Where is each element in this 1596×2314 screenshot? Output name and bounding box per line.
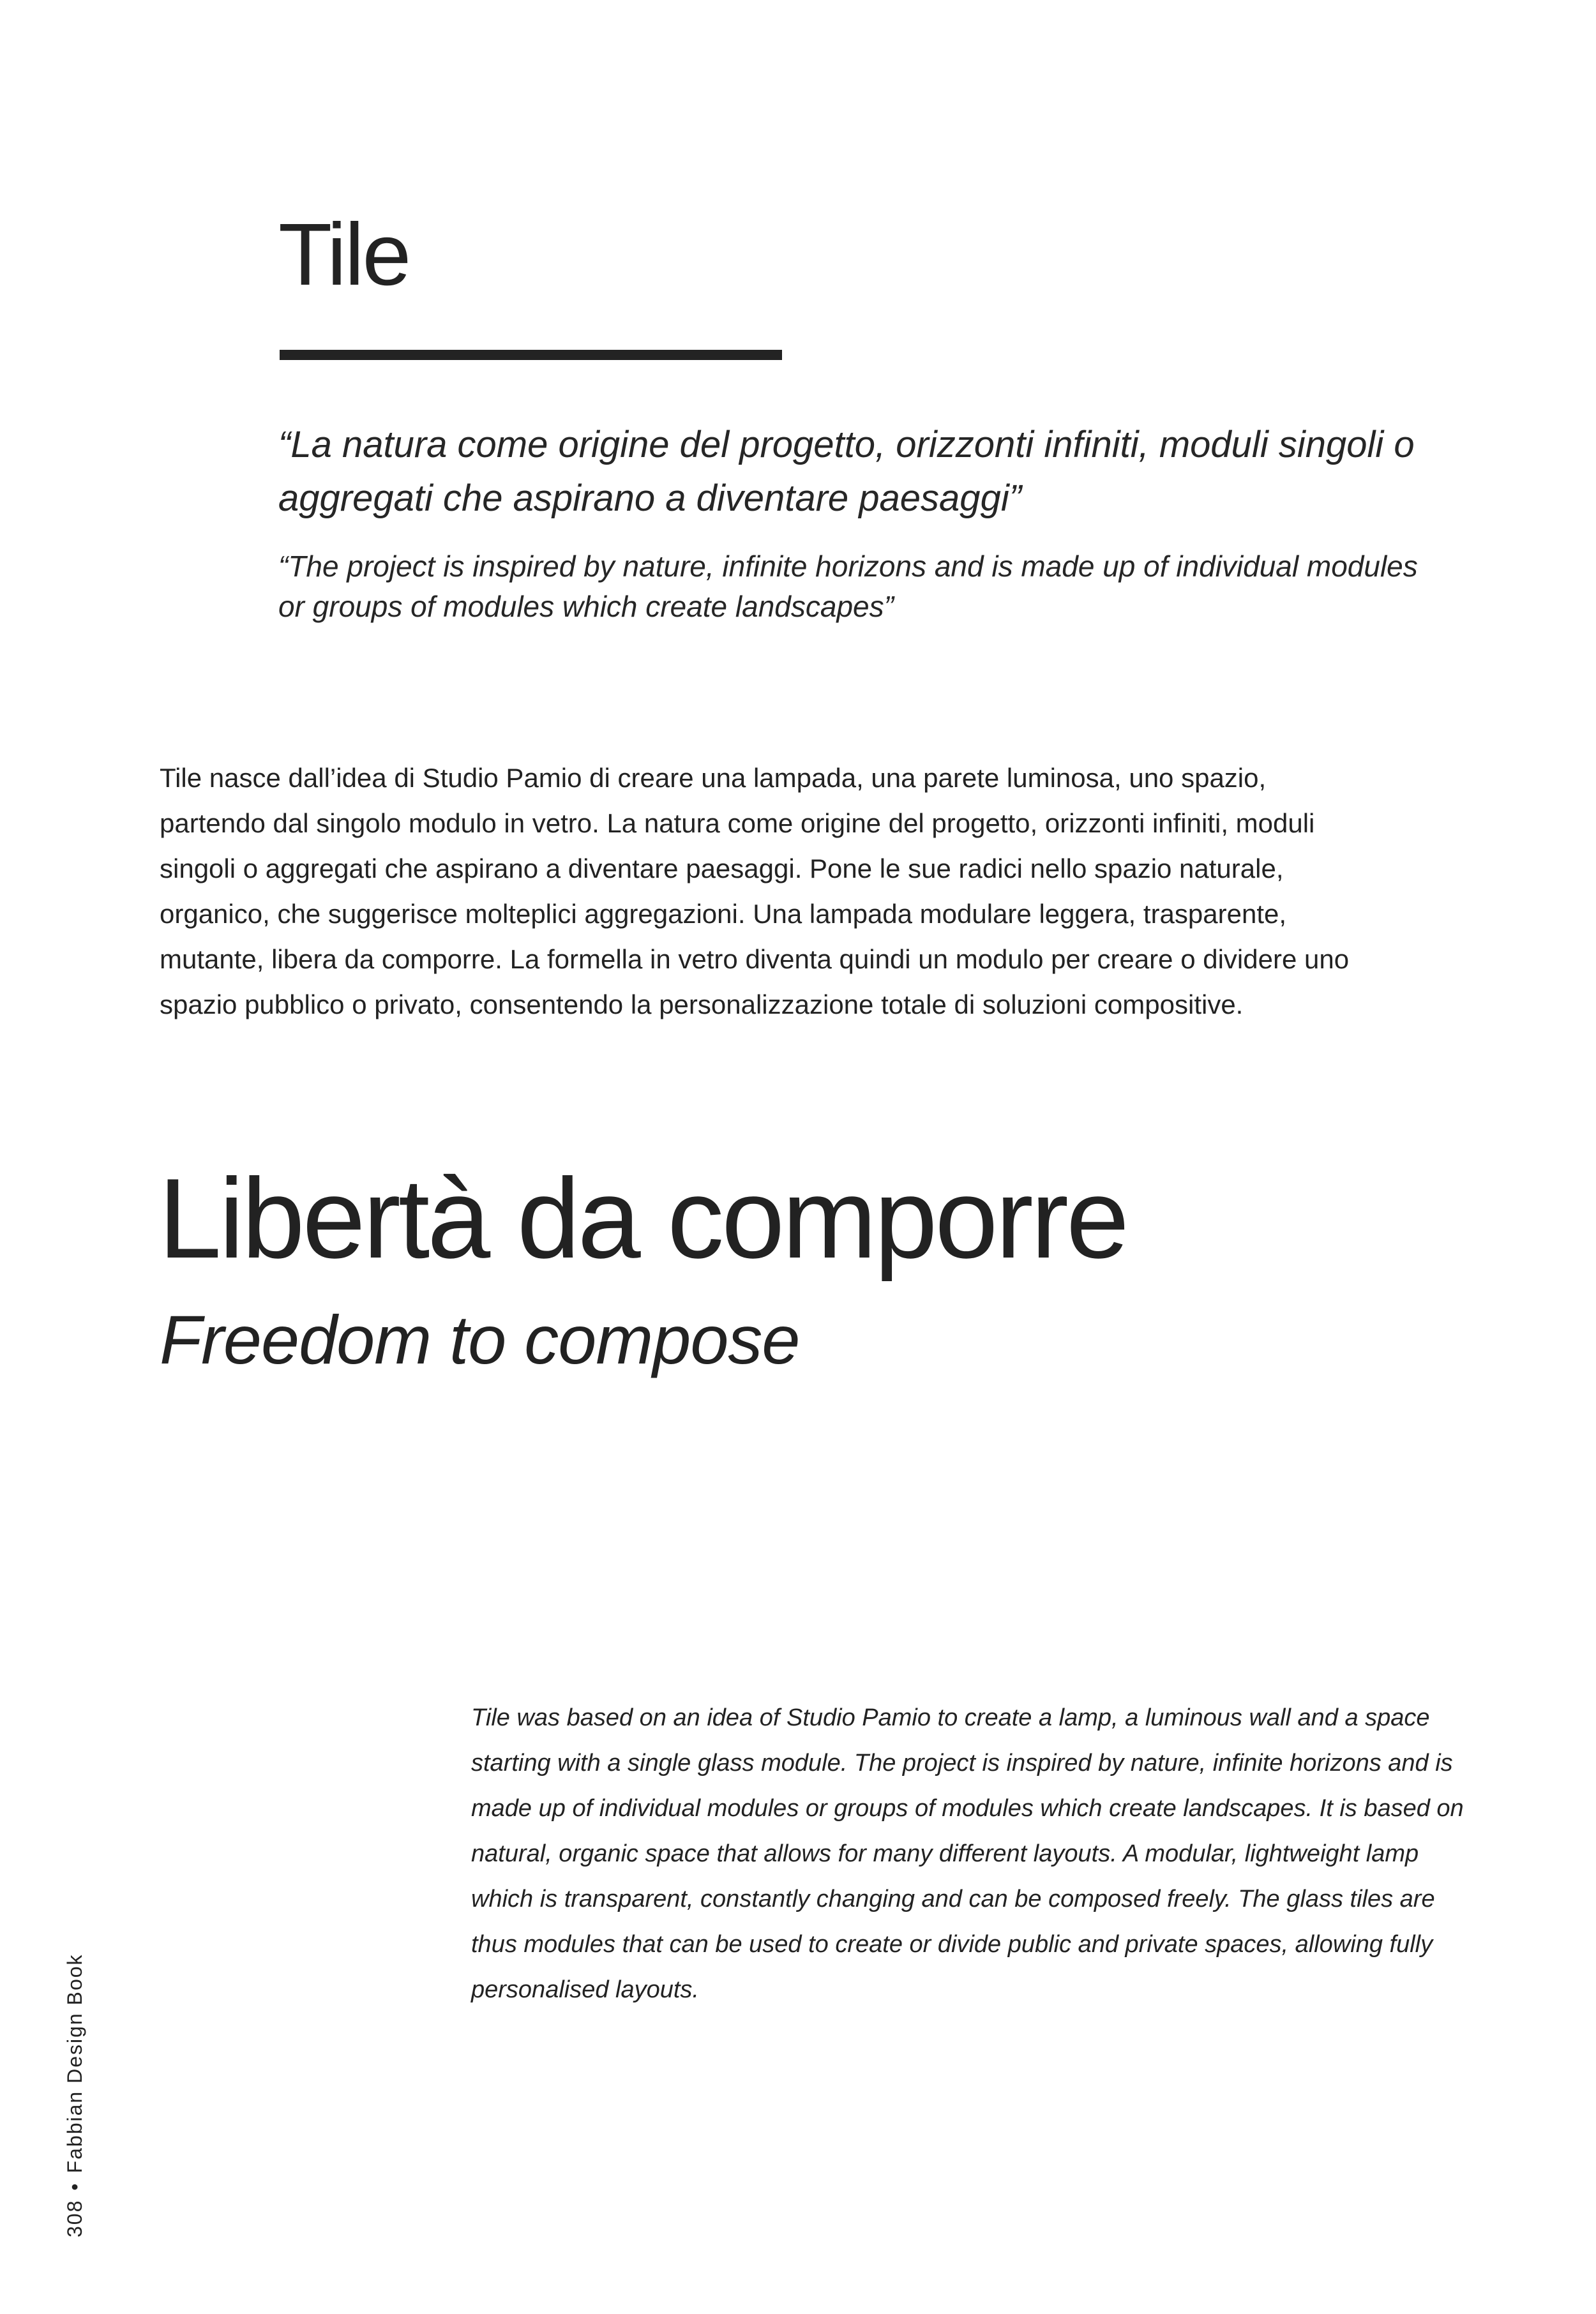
page-footer-vertical xyxy=(59,1854,91,2237)
quote-italian: “La natura come origine del progetto, orizzonti infiniti, moduli singoli o aggregati che aspirano a diventare paesaggi” xyxy=(278,424,1415,519)
page-title: Tile xyxy=(278,206,410,304)
body-text-english: Tile was based on an idea of Studio Pamio to create a lamp, a luminous wall and a space starting with a single glass module. The project is inspired by nature, infinite horizons and is made up of individual modules or groups of modules which create landscapes. It is based on natural, organic space that allows for many different layouts. A modular, lightweight lamp which is transparent, constantly changing and can be composed freely. The glass tiles are thus modules that can be used to create or divide public and private spaces, allowing fully personalised layouts. xyxy=(471,1704,1464,2003)
body-text-italian: Tile nasce dall’idea di Studio Pamio di creare una lampada, una parete luminosa, uno spazio, partendo dal singolo modulo in vetro. La natura come origine del progetto, orizzonti infiniti, moduli singoli o aggregati che aspirano a diventare paesaggi. Pone le sue radici nello spazio naturale, organico, che suggerisce molteplici aggregazioni. Una lampada modulare leggera, trasparente, mutante, libera da comporre. La formella in vetro diventa quindi un modulo per creare o dividere uno spazio pubblico o privato, consentendo la personalizzazione totale di soluzioni compositive. xyxy=(160,763,1350,1019)
footer-separator: • xyxy=(63,2182,86,2191)
page-number: 308 xyxy=(63,2199,86,2237)
section-heading-english: Freedom to compose xyxy=(160,1301,800,1378)
section-heading-italian: Libertà da comporre xyxy=(158,1155,1127,1282)
quote-english: “The project is inspired by nature, infinite horizons and is made up of individual modules or groups of modules which create landscapes” xyxy=(278,550,1418,623)
book-title: Fabbian Design Book xyxy=(63,1953,86,2174)
title-underline-rule xyxy=(280,350,782,360)
